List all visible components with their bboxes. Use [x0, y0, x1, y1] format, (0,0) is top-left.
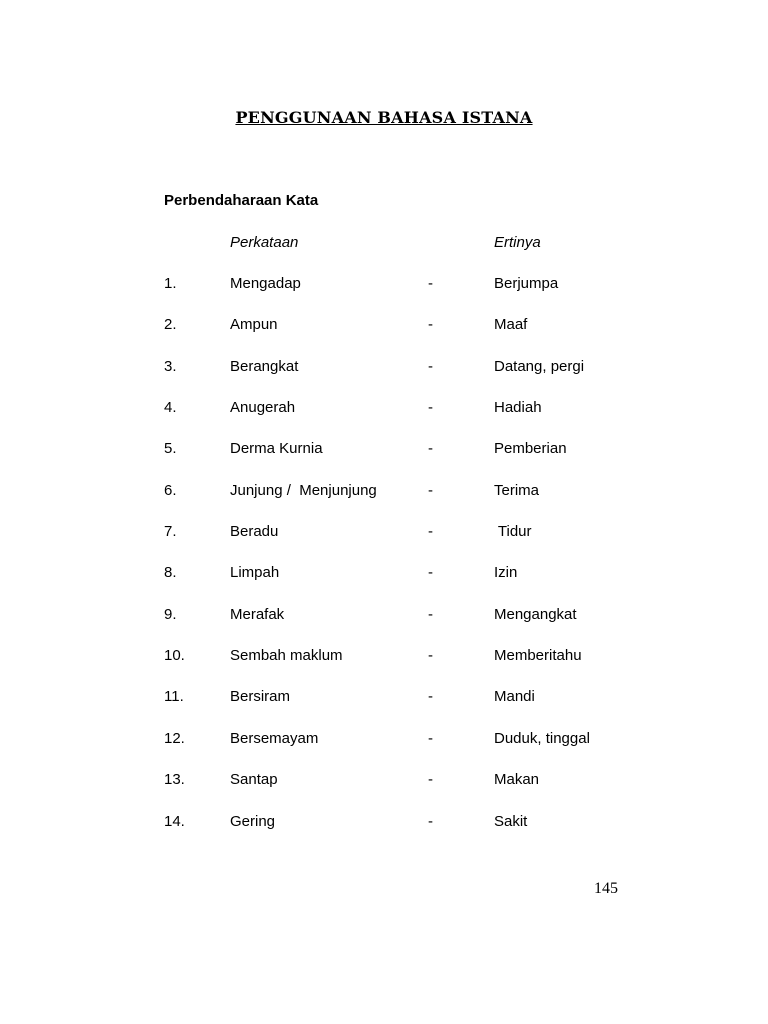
entry-word: Mengadap [230, 275, 301, 292]
entry-separator: - [428, 358, 433, 375]
entry-separator: - [428, 275, 433, 292]
vocab-row [0, 440, 768, 462]
entry-number: 10. [164, 647, 185, 664]
entry-meaning: Izin [494, 564, 518, 581]
entry-meaning: Makan [494, 771, 540, 788]
entry-meaning: Maaf [494, 316, 528, 333]
entry-number: 2. [164, 316, 177, 333]
entry-word: Santap [230, 771, 278, 788]
vocab-row [0, 358, 768, 380]
entry-word: Junjung / Menjunjung [230, 482, 377, 499]
entry-meaning: Hadiah [494, 399, 542, 416]
entry-number: 1. [164, 275, 177, 292]
vocab-row [0, 730, 768, 752]
entry-meaning: Duduk, tinggal [494, 730, 590, 747]
entry-separator: - [428, 523, 433, 540]
entry-separator: - [428, 399, 433, 416]
entry-number: 9. [164, 606, 177, 623]
entry-word: Bersemayam [230, 730, 319, 747]
vocab-row [0, 688, 768, 710]
entry-word: Beradu [230, 523, 279, 540]
entry-number: 4. [164, 399, 177, 416]
entry-separator: - [428, 730, 433, 747]
vocab-row [0, 316, 768, 338]
entry-word: Limpah [230, 564, 280, 581]
entry-separator: - [428, 564, 433, 581]
entry-number: 3. [164, 358, 177, 375]
column-header-word: Perkataan [230, 234, 299, 251]
entry-separator: - [428, 606, 433, 623]
vocab-row [0, 275, 768, 297]
entry-separator: - [428, 316, 433, 333]
entry-meaning: Mandi [494, 688, 535, 705]
entry-separator: - [428, 813, 433, 830]
entry-word: Bersiram [230, 688, 291, 705]
page-number: 145 [594, 880, 618, 897]
vocab-row [0, 647, 768, 669]
entry-meaning: Berjumpa [494, 275, 559, 292]
entry-meaning: Sakit [494, 813, 528, 830]
entry-meaning: Tidur [494, 523, 532, 540]
vocab-row [0, 813, 768, 835]
page-title: PENGGUNAAN BAHASA ISTANA [235, 108, 533, 127]
entry-separator: - [428, 771, 433, 788]
vocab-row [0, 523, 768, 545]
entry-separator: - [428, 647, 433, 664]
vocab-row [0, 771, 768, 793]
vocab-row [0, 482, 768, 504]
entry-separator: - [428, 482, 433, 499]
entry-word: Sembah maklum [230, 647, 343, 664]
entry-number: 13. [164, 771, 185, 788]
entry-meaning: Terima [494, 482, 540, 499]
entry-number: 12. [164, 730, 185, 747]
entry-number: 8. [164, 564, 177, 581]
entry-separator: - [428, 440, 433, 457]
entry-meaning: Datang, pergi [494, 358, 585, 375]
entry-number: 14. [164, 813, 185, 830]
entry-number: 6. [164, 482, 177, 499]
column-header-meaning: Ertinya [494, 234, 541, 251]
entry-word: Merafak [230, 606, 285, 623]
entry-word: Derma Kurnia [230, 440, 323, 457]
entry-number: 7. [164, 523, 177, 540]
entry-meaning: Mengangkat [494, 606, 577, 623]
vocab-row [0, 606, 768, 628]
entry-separator: - [428, 688, 433, 705]
entry-number: 5. [164, 440, 177, 457]
section-heading: Perbendaharaan Kata [164, 192, 319, 209]
entry-word: Anugerah [230, 399, 296, 416]
entry-word: Berangkat [230, 358, 299, 375]
entry-number: 11. [164, 688, 184, 705]
entry-meaning: Pemberian [494, 440, 567, 457]
entry-meaning: Memberitahu [494, 647, 582, 664]
vocab-row [0, 399, 768, 421]
entry-word: Gering [230, 813, 276, 830]
entry-word: Ampun [230, 316, 278, 333]
vocab-row [0, 564, 768, 586]
